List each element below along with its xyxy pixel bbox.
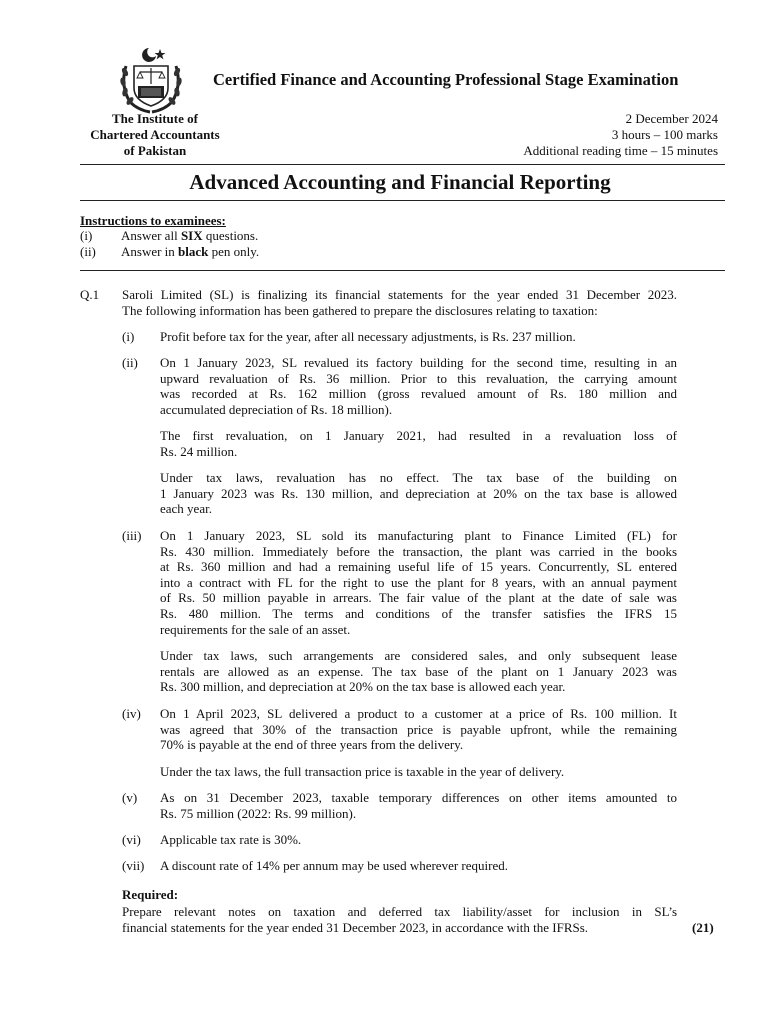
icap-crest-logo xyxy=(116,44,186,114)
question-marks: (21) xyxy=(692,920,714,935)
instructions-heading: Instructions to examinees: xyxy=(80,213,226,228)
item-paragraph: Under tax laws, such arrangements are considered sales, and only subsequent lease rentals are allowed as an expense. The tax base of the plant on 1 January 2023 was Rs. 300 million, and depreciation at 20% on the tax base is allowed each year. xyxy=(160,648,677,695)
required-text: Prepare relevant notes on taxation and deferred tax liability/asset for inclusion in SL’s financial statements for the year ended 31 December 2023, in accordance with the IFRSs. xyxy=(122,904,677,935)
item-paragraph: Under the tax laws, the full transaction price is taxable in the year of delivery. xyxy=(160,764,565,779)
exam-duration: 3 hours – 100 marks xyxy=(611,127,718,142)
item-number: (vii) xyxy=(122,858,145,873)
required-heading: Required: xyxy=(122,887,179,902)
question-intro: Saroli Limited (SL) is finalizing its financial statements for the year ended 31 December 2023. The following information has been gathered to prepare the disclosures relating to taxation: xyxy=(122,287,677,318)
item-paragraph: Under tax laws, revaluation has no effect. The tax base of the building on 1 January 2023 was Rs. 130 million, and depreciation at 20% on the tax base is allowed each year. xyxy=(160,470,677,517)
item-paragraph: Applicable tax rate is 30%. xyxy=(160,832,302,847)
item-number: (ii) xyxy=(122,355,138,370)
item-number: (vi) xyxy=(122,832,141,847)
item-number: (i) xyxy=(122,329,135,344)
item-paragraph: Profit before tax for the year, after all necessary adjustments, is Rs. 237 million. xyxy=(160,329,576,344)
item-paragraph: As on 31 December 2023, taxable temporary differences on other items amounted to Rs. 75 million (2022: Rs. 99 million). xyxy=(160,790,677,821)
item-number: (iii) xyxy=(122,528,142,543)
divider xyxy=(80,270,725,271)
exam-title: Certified Finance and Accounting Professional Stage Examination xyxy=(213,70,679,89)
question-number: Q.1 xyxy=(80,287,100,302)
reading-time: Additional reading time – 15 minutes xyxy=(523,143,718,158)
instruction-item: (ii) Answer in black pen only. xyxy=(80,244,260,259)
item-number: (v) xyxy=(122,790,138,805)
divider xyxy=(80,164,725,165)
exam-date: 2 December 2024 xyxy=(625,111,718,126)
instruction-item: (i) Answer all SIX questions. xyxy=(80,228,259,243)
item-paragraph: On 1 January 2023, SL sold its manufacturing plant to Finance Limited (FL) for Rs. 430 million. Immediately before the transaction, the plant was carried in the books at Rs. 360 million and had a remaining useful life of 15 years. Concurrently, SL entered into a contract with FL for the right to use the plant for 8 years, with an annual payment of Rs. 50 million payable in arrears. The fair value of the plant at the date of sale was Rs. 480 million. The terms and conditions of the transfer satisfies the IFRS 15 requirements for the sale of an asset. xyxy=(160,528,677,637)
item-paragraph: The first revaluation, on 1 January 2021, had resulted in a revaluation loss of Rs. 24 million. xyxy=(160,428,677,459)
item-number: (iv) xyxy=(122,706,141,721)
divider xyxy=(80,200,725,201)
subject-title: Advanced Accounting and Financial Reporting xyxy=(189,170,611,194)
exam-details xyxy=(523,111,718,159)
item-paragraph: On 1 January 2023, SL revalued its factory building for the second time, resulting in an upward revaluation of Rs. 36 million. Prior to this revaluation, the carrying amount was recorded at Rs. 162 million (gross revalued amount of Rs. 180 million and accumulated depreciation of Rs. 18 million). xyxy=(160,355,677,417)
item-paragraph: On 1 April 2023, SL delivered a product to a customer at a price of Rs. 100 million. It was agreed that 30% of the transaction price is payable upfront, while the remaining 70% is payable at the end of three years from the delivery. xyxy=(160,706,677,753)
item-paragraph: A discount rate of 14% per annum may be used wherever required. xyxy=(160,858,508,873)
institute-name: The Institute of Chartered Accountants of Pakistan xyxy=(90,111,220,158)
